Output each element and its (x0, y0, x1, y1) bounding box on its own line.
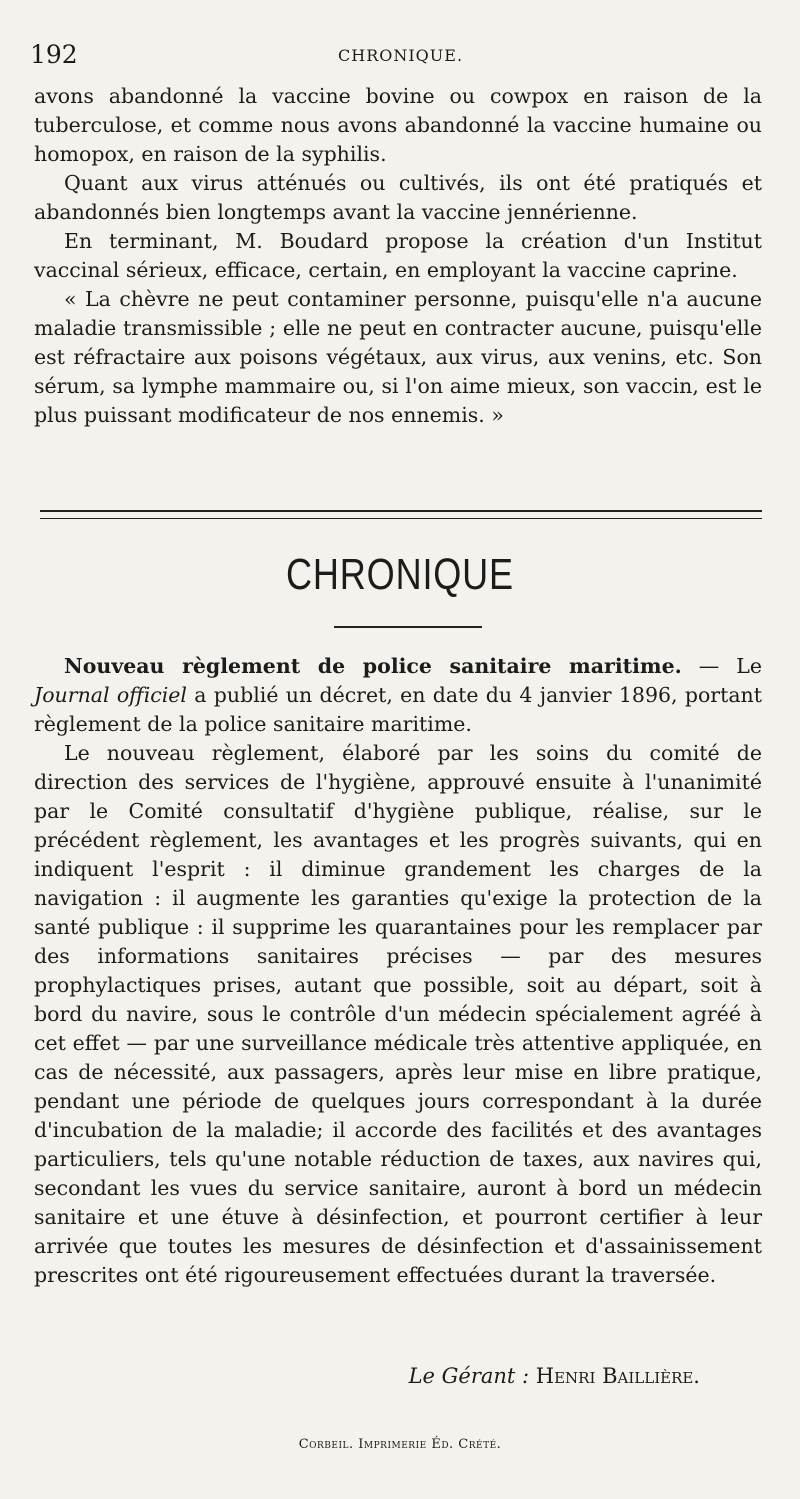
running-header (30, 40, 770, 70)
article-paragraph: avons abandonné la vaccine bovine ou cowpox en raison de la tuberculose, et comme nous avons abandonné la vaccine humaine ou homopox, en raison de la syphilis. (34, 84, 762, 166)
article-heading: Nouveau règlement de police sanitaire maritime. (64, 654, 682, 678)
lead-dash: — Le (681, 654, 762, 678)
section-title: CHRONIQUE (286, 550, 514, 599)
signature-name: Henri Baillière. (535, 1364, 700, 1388)
signature (409, 1364, 700, 1388)
title-underline (334, 626, 482, 628)
running-title: CHRONIQUE. (338, 46, 464, 65)
journal-name: Journal officiel (34, 683, 187, 707)
lead-text: a publié un décret, en date du 4 janvier 1896, portant règlement de la police sanitaire maritime. (34, 683, 762, 736)
page-number: 192 (30, 40, 78, 69)
lead-paragraph (34, 652, 762, 739)
printer-line: Corbeil. Imprimerie Éd. Crété. (298, 1437, 502, 1452)
article-paragraph: Quant aux virus atténués ou cultivés, ils ont été pratiqués et abandonnés bien longtemps avant la vaccine jennérienne. (34, 171, 762, 224)
continued-article (34, 82, 762, 430)
body-paragraph: Le nouveau règlement, élaboré par les soins du comité de direction des services de l'hygiène, approuvé ensuite à l'unanimité par le Comité consultatif d'hygiène publique, réalise, sur le précédent règlement, les avantages et les progrès suivants, qui en indiquent l'esprit : il diminue grandement les charges de la navigation : il augmente les garanties qu'exige la protection de la santé publique : il supprime les quarantaines pour les remplacer par des informations sanitaires précises — par des mesures prophylactiques prises, autant que possible, soit au départ, soit à bord du navire, sous le contrôle d'un médecin spécialement agréé à cet effet — par une surveillance médicale très attentive appliquée, en cas de nécessité, aux passagers, après leur mise en libre pratique, pendant une période de quelques jours correspondant à la durée d'incubation de la maladie; il accorde des facilités et des avantages particuliers, tels qu'une notable réduction de taxes, aux navires qui, secondant les vues du service sanitaire, auront à bord un médecin sanitaire et une étuve à désinfection, et pourront certifier à leur arrivée que toutes les mesures de désinfection et d'assainissement prescrites ont été rigoureusement effectuées durant la traversée. (34, 741, 762, 1287)
article-paragraph: En terminant, M. Boudard propose la création d'un Institut vaccinal sérieux, efficace, certain, en employant la vaccine caprine. (34, 229, 762, 282)
printer-imprint (0, 1437, 800, 1452)
signature-label: Le Gérant : (408, 1364, 536, 1388)
separator-rule (40, 510, 762, 512)
separator-rule (40, 518, 762, 519)
quoted-paragraph: « La chèvre ne peut contaminer personne, puisqu'elle n'a aucune maladie transmissible ; elle ne peut en contracter aucune, puisqu'elle est réfractaire aux poisons végétaux, aux virus, aux venins, etc. Son sérum, sa lymphe mammaire ou, si l'on aime mieux, son vaccin, est le plus puissant modificateur de nos ennemis. » (34, 287, 762, 427)
chronique-article (34, 652, 762, 1290)
